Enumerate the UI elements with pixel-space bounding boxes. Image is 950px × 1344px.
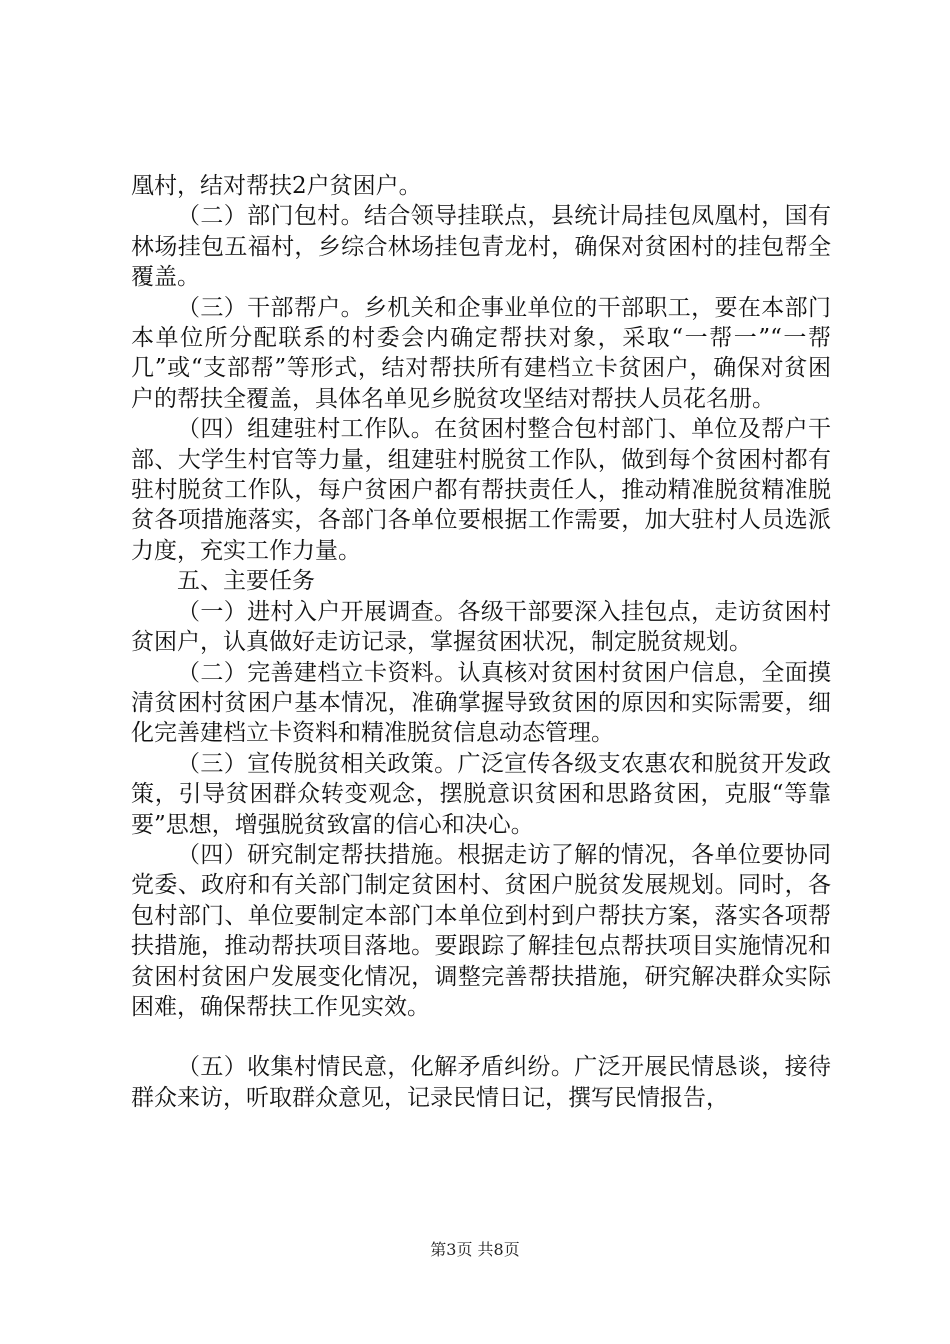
page-number-footer: 第3页 共8页 <box>430 1240 520 1259</box>
task-paragraph-survey: （一）进村入户开展调查。各级干部要深入挂包点，走访贫困村贫困户，认真做好走访记录，掌握贫困状况，制定脱贫规划。 <box>131 598 831 656</box>
section-heading: 五、主要任务 <box>177 568 315 595</box>
paragraph-work-team: （四）组建驻村工作队。在贫困村整合包村部门、单位及帮户干部、大学生村官等力量，组建驻村脱贫工作队，做到每个贫困村都有驻村脱贫工作队，每户贫困户都有帮扶责任人，推动精准脱贫精准脱贫各项措施落实，各部门各单位要根据工作需要，加大驻村人员选派力度，充实工作力量。 <box>131 416 831 564</box>
task-paragraph-archive: （二）完善建档立卡资料。认真核对贫困村贫困户信息，全面摸清贫困村贫困户基本情况，准确掌握导致贫困的原因和实际需要，细化完善建档立卡资料和精准脱贫信息动态管理。 <box>131 659 831 747</box>
paragraph-continuation: 凰村，结对帮扶2户贫困户。 <box>131 173 422 199</box>
task-paragraph-measures: （四）研究制定帮扶措施。根据走访了解的情况，各单位要协同党委、政府和有关部门制定贫困村、贫困户脱贫发展规划。同时，各包村部门、单位要制定本部门本单位到村到户帮扶方案，落实各项帮扶措施，推动帮扶项目落地。要跟踪了解挂包点帮扶项目实施情况和贫困村贫困户发展变化情况，调整完善帮扶措施，研究解决群众实际困难，确保帮扶工作见实效。 <box>131 841 831 1020</box>
task-paragraph-opinion: （五）收集村情民意，化解矛盾纠纷。广泛开展民情恳谈，接待群众来访，听取群众意见，记录民情日记，撰写民情报告， <box>131 1054 831 1111</box>
paragraph-cadre-household: （三）干部帮户。乡机关和企事业单位的干部职工，要在本部门本单位所分配联系的村委会内确定帮扶对象，采取“一帮一”“一帮几”或“支部帮”等形式，结对帮扶所有建档立卡贫困户，确保对贫困户的帮扶全覆盖，具体名单见乡脱贫攻坚结对帮扶人员花名册。 <box>131 294 831 412</box>
task-paragraph-policy: （三）宣传脱贫相关政策。广泛宣传各级支农惠农和脱贫开发政策，引导贫困群众转变观念，摆脱意识贫困和思路贫困，克服“等靠要”思想，增强脱贫致富的信心和决心。 <box>131 750 831 838</box>
paragraph-department-village: （二）部门包村。结合领导挂联点，县统计局挂包凤凰村，国有林场挂包五福村，乡综合林场挂包青龙村，确保对贫困村的挂包帮全覆盖。 <box>131 203 831 291</box>
document-body <box>131 171 831 1113</box>
